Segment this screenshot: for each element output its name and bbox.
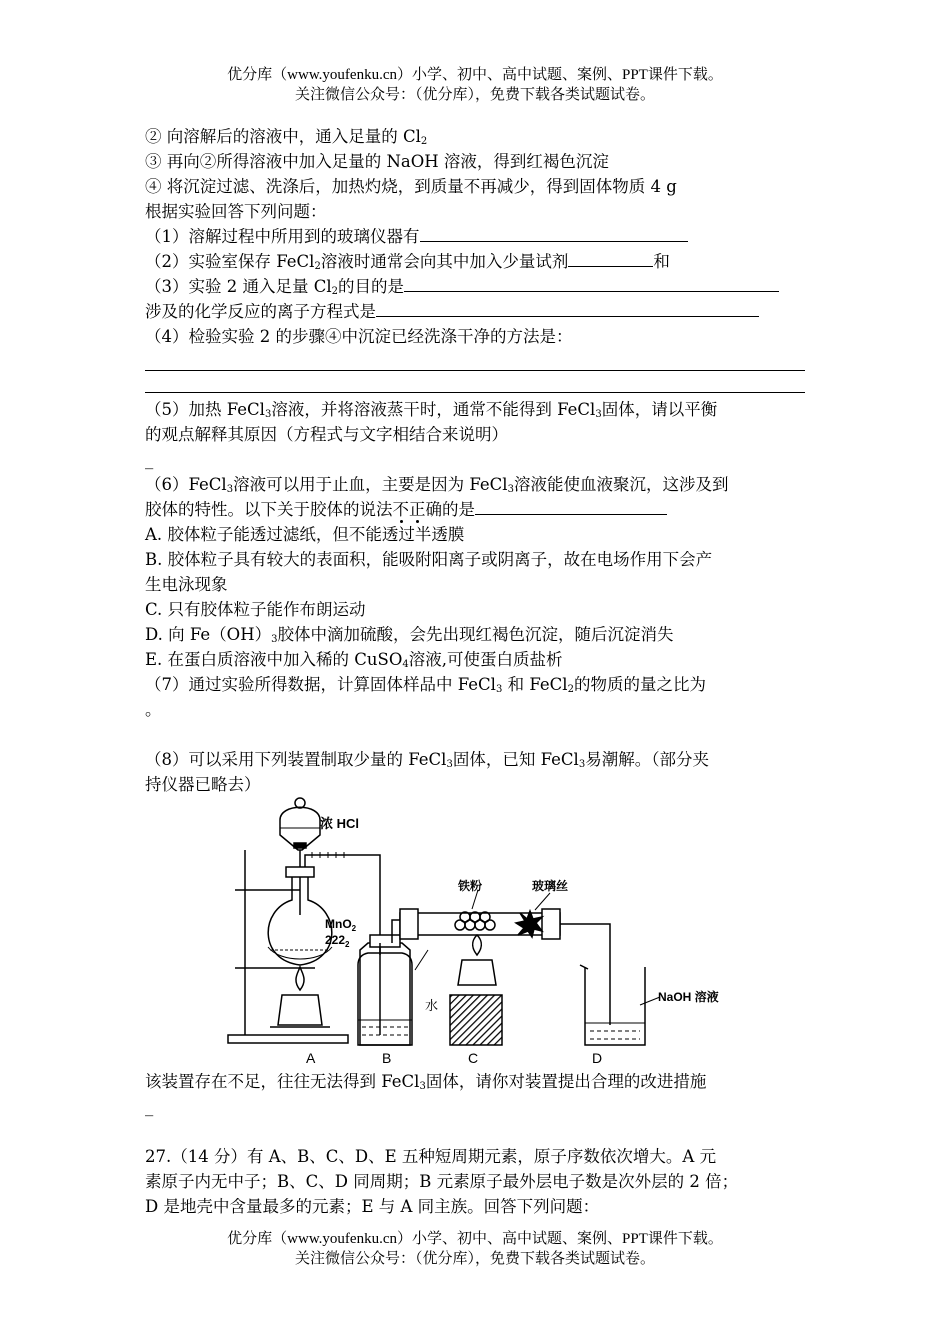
- apparatus-diagram: [220, 795, 760, 1070]
- answer-blank[interactable]: [420, 225, 688, 242]
- lab-block: [450, 995, 502, 1045]
- label-garbled: $222_2$: [325, 933, 350, 949]
- question-5: （5）加热 FeCl$_3$溶液，并将溶液蒸干时，通常不能得到 FeCl$_3$固体，请以平衡: [145, 400, 718, 420]
- question-7: （7）通过实验所得数据，计算固体样品中 FeCl$_3$ 和 FeCl$_2$的物质的量之比为: [145, 675, 706, 695]
- label-naoh: NaOH 溶液: [658, 990, 719, 1004]
- step-3: ③ 再向②所得溶液中加入足量的 NaOH 溶液，得到红褐色沉淀: [145, 152, 609, 171]
- emphasis-correct: 正: [409, 500, 426, 519]
- option-b-line-2: 生电泳现象: [145, 575, 228, 594]
- question-6: （6）FeCl$_3$溶液可以用于止血，主要是因为 FeCl$_3$溶液能使血液聚沉，这涉及到: [145, 475, 729, 495]
- question-3-line-2: 涉及的化学反应的离子方程式是: [145, 300, 759, 324]
- label-b: B: [382, 1050, 392, 1066]
- question-27-line-2: 素原子内无中子；B、C、D 同周期；B 元素原子最外层电子数是次外层的 2 倍；: [145, 1172, 739, 1191]
- question-4: （4）检验实验 2 的步骤④中沉淀已经洗涤干净的方法是：: [145, 327, 573, 346]
- question-27: 27.（14 分）有 A、B、C、D、E 五种短周期元素，原子序数依次增大。A 元: [145, 1147, 717, 1166]
- step-4: ④ 将沉淀过滤、洗涤后，加热灼烧，到质量不再减少，得到固体物质 4 g: [145, 177, 677, 196]
- beaker-d: [580, 965, 660, 1045]
- intro: 根据实验回答下列问题：: [145, 202, 327, 221]
- option-b: B. 胶体粒子具有较大的表面积，能吸附阳离子或阴离子，故在电场作用下会产: [145, 550, 713, 569]
- option-a: A. 胶体粒子能透过滤纸，但不能透过半透膜: [145, 525, 465, 544]
- separatory-funnel: [280, 798, 320, 915]
- label-d: D: [592, 1050, 603, 1066]
- alcohol-lamp-c: [458, 935, 496, 985]
- question-7-end: 。: [145, 700, 162, 719]
- iron-powder: [455, 890, 495, 930]
- question-8: （8）可以采用下列装置制取少量的 FeCl$_3$固体，已知 FeCl$_3$易潮解。（部分夹: [145, 750, 709, 770]
- header-line-2: 关注微信公众号：（优分库），免费下载各类试题试卷。: [294, 87, 655, 103]
- option-c: C. 只有胶体粒子能作布朗运动: [145, 600, 366, 619]
- answer-underscore: _: [145, 450, 154, 469]
- answer-blank[interactable]: [376, 300, 759, 317]
- question-6-line-2: 胶体的特性。以下关于胶体的说法不正确的是: [145, 498, 667, 522]
- option-d: D. 向 $Fe(OH)_3$胶体中滴加硫酸，会先出现红褐色沉淀，随后沉淀消失: [145, 625, 674, 645]
- question-8-line-2: 持仪器已略去）: [145, 775, 261, 794]
- answer-rule[interactable]: [145, 392, 805, 393]
- answer-rule[interactable]: [145, 370, 805, 371]
- label-water: 水: [425, 998, 439, 1013]
- footer-line-2: 关注微信公众号：（优分库），免费下载各类试题试卷。: [294, 1251, 655, 1267]
- label-a: A: [306, 1050, 316, 1066]
- question-2: （2）实验室保存 FeCl$_2$溶液时通常会向其中加入少量试剂 和: [145, 252, 670, 272]
- question-1: （1）溶解过程中所用到的玻璃仪器有: [145, 225, 688, 249]
- answer-underscore: _: [145, 1097, 154, 1116]
- question-3: （3）实验 2 通入足量 $Cl_2$的目的是: [145, 275, 779, 304]
- label-c: C: [468, 1050, 479, 1066]
- step-2: ② 向溶解后的溶液中，通入足量的 $Cl_2$: [145, 127, 428, 147]
- question-27-line-3: D 是地壳中含量最多的元素；E 与 A 同主族。回答下列问题：: [145, 1197, 600, 1216]
- question-8-improvement: 该装置存在不足，往往无法得到 FeCl$_3$固体，请你对装置提出合理的改进措施: [145, 1072, 707, 1092]
- header-line-1: 优分库（www.youfenku.cn）小学、初中、高中试题、案例、PPT课件下载。: [227, 67, 723, 83]
- answer-blank[interactable]: [404, 275, 779, 292]
- question-5-line-2: 的观点解释其原因（方程式与文字相结合来说明）: [145, 425, 508, 444]
- answer-blank[interactable]: [568, 250, 653, 267]
- alcohol-lamp-a: [270, 967, 330, 1027]
- footer-line-1: 优分库（www.youfenku.cn）小学、初中、高中试题、案例、PPT课件下载。: [227, 1231, 723, 1247]
- label-iron-powder: 铁粉: [458, 879, 483, 893]
- option-e: E. 在蛋白质溶液中加入稀的 CuSO$_4$溶液,可使蛋白质盐析: [145, 650, 563, 670]
- label-conc-hcl: 浓 HCl: [320, 816, 360, 831]
- label-glass-wool: 玻璃丝: [532, 879, 569, 893]
- emphasis-not: 不: [392, 500, 409, 519]
- answer-blank[interactable]: [475, 498, 667, 515]
- label-mno2: MnO$_2$: [325, 917, 357, 933]
